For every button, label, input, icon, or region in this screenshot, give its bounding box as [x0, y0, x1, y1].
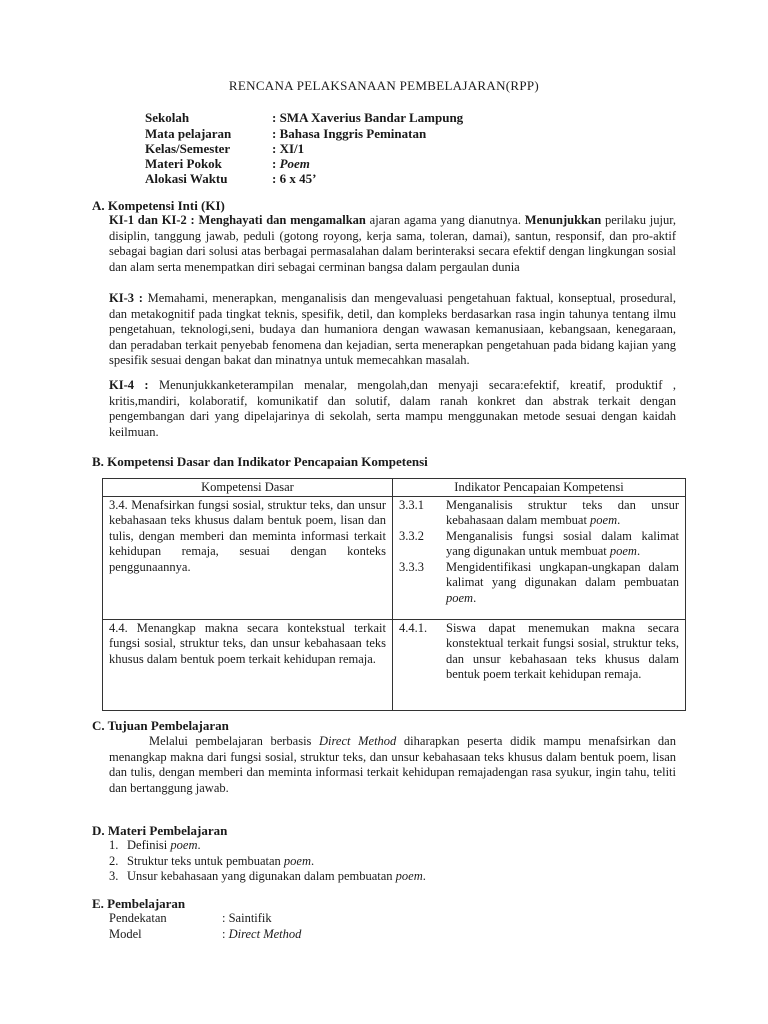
meta-value: : XI/1 [272, 141, 305, 156]
section-d-heading: D. Materi Pembelajaran [92, 823, 228, 838]
pembelajaran-row-model [109, 927, 301, 943]
meta-label: Sekolah [145, 110, 190, 125]
indicator-cell [393, 496, 686, 619]
pembelajaran-label: Model [109, 926, 142, 941]
meta-label: Mata pelajaran [145, 126, 232, 141]
list-text [127, 838, 201, 854]
section-b-heading: B. Kompetensi Dasar dan Indikator Pencapaian Kompetensi [92, 454, 428, 469]
competency-table [102, 478, 686, 711]
indicator-number: 3.3.2 [399, 528, 424, 543]
indicator-italic: poem [446, 590, 474, 605]
tujuan-paragraph [109, 734, 676, 796]
indicator-text: Siswa dapat menemukan makna secara konstektual terkait fungsi sosial, struktur teks, dan unsur kebahasaan teks khusus dalam bentuk poem terkait kehidupan remaja. [446, 620, 679, 681]
list-number: 2. [109, 853, 119, 868]
list-number: 1. [109, 838, 119, 852]
indicator-number: 4.4.1. [399, 620, 428, 635]
ki4-text: Menunjukkanketerampilan menalar, mengolah,dan menyaji secara:efektif, kreatif, produktif , kritis,mandiri, kolaboratif, komunikatif dan solutif, dalam ranah konkret dan abstrak terkait dengan pengembangan dari yang dipelajarinya di sekolah, serta mampu menggunakan metode sesuai dengan kaidah keilmuan. [109, 378, 676, 439]
pembelajaran-colon: : [222, 926, 229, 941]
indicator-italic: poem [590, 513, 618, 527]
list-body: Struktur teks untuk pembuatan [127, 853, 284, 868]
ki12-text2: perilaku jujur, disiplin, tanggung jawab, peduli (gotong royong, kerja sama, toleran, damai), santun, responsif, dan pro-aktif sebagai bagian dari solusi atas berbagai permasalahan dalam berinteraksi secara efektif dengan lingkungan sosial dan alam serta menempatkan diri sebagai cerminan bangsa dalam pergaulan dunia [109, 213, 676, 274]
meta-colon: : [272, 156, 280, 171]
ki-3-paragraph [109, 291, 676, 369]
list-italic: poem [395, 869, 423, 883]
indicator-end: . [636, 544, 641, 558]
indicator-text [446, 560, 679, 607]
indicator-body: Menganalisis struktur teks dan unsur kebahasaan dalam membuat [446, 497, 679, 527]
indicator-number: 3.3.3 [399, 559, 424, 574]
tujuan-text-post: diharapkan peserta didik mampu menafsirkan dan menangkap makna dari fungsi sosial, struktur teks, dan unsur kebahasaan teks khusus dalam bentuk poem, lisan dan tulis, dengan memberi dan meminta informasi terkait kehidupan remajadengan rasa syukur, ingin tahu, teliti dan bertanggung jawab. [109, 734, 676, 795]
table-header-row [103, 479, 686, 497]
meta-label: Materi Pokok [145, 156, 222, 171]
list-end: . [197, 838, 201, 852]
meta-row-sekolah [145, 110, 463, 125]
list-item [109, 838, 426, 854]
meta-row-materi-pokok [145, 156, 310, 171]
col-header-indicator: Indikator Pencapaian Kompetensi [393, 479, 686, 497]
meta-value: : SMA Xaverius Bandar Lampung [272, 110, 464, 125]
pembelajaran-row-pendekatan [109, 911, 301, 927]
list-item [109, 854, 426, 870]
pembelajaran-value-italic: Direct Method [228, 926, 302, 941]
ki12-lead: KI-1 dan KI-2 : Menghayati dan mengamalkan [109, 213, 366, 227]
list-body: Unsur kebahasaan yang digunakan dalam pembuatan [127, 869, 396, 883]
section-a-heading: A. Kompetensi Inti (KI) [92, 198, 225, 213]
meta-row-alokasi-waktu [145, 171, 316, 186]
indicator-item [399, 560, 679, 607]
indicator-end: . [617, 513, 621, 527]
indicator-item [399, 529, 679, 560]
meta-row-kelas-semester [145, 141, 304, 156]
indicator-body: Mengidentifikasi ungkapan-ungkapan dalam kalimat yang digunakan dalam pembuatan [446, 559, 679, 589]
table-row [103, 496, 686, 619]
ki-4-paragraph [109, 378, 676, 440]
meta-value-italic: Poem [279, 156, 310, 171]
list-body: Definisi [127, 838, 171, 852]
tujuan-text-pre: Melalui pembelajaran berbasis [149, 734, 320, 748]
meta-row-mata-pelajaran [145, 126, 426, 141]
indicator-cell [393, 619, 686, 710]
indicator-item [399, 621, 679, 683]
tujuan-text-italic: Direct Method [319, 734, 397, 748]
pembelajaran-value [222, 927, 301, 943]
list-text [127, 854, 314, 870]
indicator-item [399, 498, 679, 529]
ki12-text: ajaran agama yang dianutnya. [365, 213, 525, 227]
document-title: RENCANA PELAKSANAAN PEMBELAJARAN(RPP) [228, 78, 540, 93]
ki4-lead: KI-4 : [109, 378, 149, 392]
indicator-body: Menganalisis fungsi sosial dalam kalimat yang digunakan untuk membuat [446, 528, 679, 558]
indicator-number: 3.3.1 [399, 497, 424, 512]
indicator-end: . [473, 590, 477, 605]
pembelajaran-label: Pendekatan [109, 911, 167, 925]
ki3-text: Memahami, menerapkan, menganalisis dan mengevaluasi pengetahuan faktual, konseptual, prosedural, dan metakognitif pada tingkat teknis, spesifik, detil, dan kompleks berdasarkan rasa ingin tahunya tentang ilmu pengetahuan, teknologi,seni, budaya dan humaniora dengan wawasan kemanusiaan, kebangsaan, kenegaraan, dan peradaban terkait penyebab fenomena dan kejadian, serta menerapkan pengetahuan pada bidang kajian yang spesifik sesuai dengan bakat dan minatnya untuk memecahkan masalah. [109, 291, 676, 367]
table-row [103, 619, 686, 710]
indicator-italic: poem [609, 544, 637, 558]
section-e-heading: E. Pembelajaran [92, 896, 186, 911]
list-end: . [422, 869, 426, 883]
meta-value [272, 156, 310, 171]
pembelajaran-details [109, 911, 301, 942]
ki3-lead: KI-3 : [109, 291, 143, 305]
list-italic: poem [283, 853, 311, 868]
col-header-kd: Kompetensi Dasar [103, 479, 393, 497]
list-item [109, 869, 426, 885]
ki-1-2-paragraph [109, 213, 676, 275]
meta-value: : Bahasa Inggris Peminatan [272, 126, 427, 141]
list-italic: poem [170, 838, 198, 852]
list-number: 3. [109, 869, 119, 883]
materi-list [109, 838, 426, 885]
kd-cell: 4.4. Menangkap makna secara kontekstual terkait fungsi sosial, struktur teks, dan unsur kebahasaan teks khusus dalam bentuk poem terkait kehidupan remaja. [103, 619, 393, 710]
kd-cell: 3.4. Menafsirkan fungsi sosial, struktur teks, dan unsur kebahasaan teks khusus dalam bentuk poem, lisan dan tulis, dengan memberi dan meminta informasi terkait kehidupan remaja, sesuai dengan konteks penggunaannya. [103, 496, 393, 619]
meta-value: : 6 x 45’ [272, 171, 317, 186]
list-end: . [311, 853, 315, 868]
ki12-lead2: Menunjukkan [524, 213, 602, 227]
indicator-text [446, 498, 679, 529]
meta-label: Alokasi Waktu [145, 171, 228, 186]
section-c-heading: C. Tujuan Pembelajaran [92, 718, 229, 733]
indicator-text [446, 529, 679, 560]
meta-label: Kelas/Semester [145, 141, 231, 156]
pembelajaran-value: : Saintifik [222, 911, 272, 925]
list-text [127, 869, 426, 885]
